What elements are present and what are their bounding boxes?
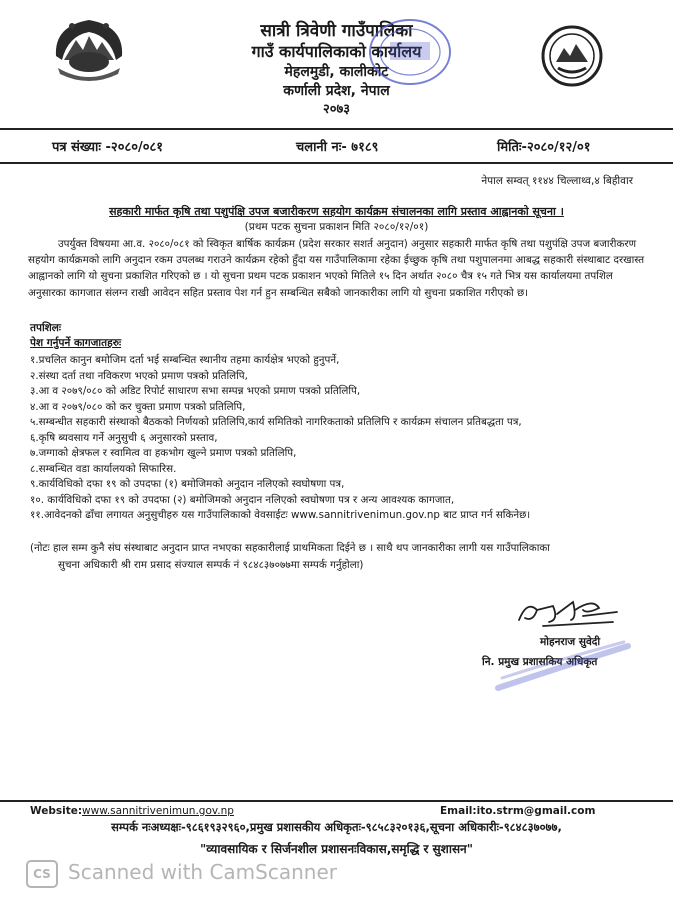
official-stamp-bottom (488, 640, 638, 696)
list-item: ८.सम्बन्धित वडा कार्यालयको सिफारिस. (30, 462, 177, 475)
notice-subtitle: (प्रथम पटक सुचना प्रकाशन मिति २०८०/१२/०१) (244, 221, 429, 233)
documents-heading: पेश गर्नुपर्ने कागजातहरुः (30, 337, 122, 349)
details-heading: तपशिलः (30, 322, 62, 334)
notice-title: सहकारी मार्फत कृषि तथा पशुपंक्षि उपज बजारीकरण सहयोग कार्यक्रम संचालनका लागि प्रस्ताव आह्वानको सूचना । (109, 205, 564, 218)
nepal-samvat-date: नेपाल सम्वत् ११४४ चिल्लाथ्व,४ बिहीवार (481, 175, 633, 187)
list-item: १.प्रचलित कानुन बमोजिम दर्ता भई सम्बन्धित स्थानीय तहमा कार्यक्षेत्र भएको हुनुपर्ने, (30, 354, 340, 366)
list-item: ५.सम्बन्धीत सहकारी संस्थाको बैठकको निर्णयको प्रतिलिपि,कार्य समितिको नागरिकताको प्रतिलिपि र कार्यक्रम संचालन प्रतिबद्धता पत्र, (30, 416, 522, 428)
list-item: ९.कार्यविधिको दफा १९ को उपदफा (१) बमोजिमको अनुदान नलिएको स्वघोषणा पत्र, (30, 478, 345, 490)
footer-website (30, 805, 234, 817)
footer-email: Email:ito.strm@gmail.com (440, 805, 596, 817)
header-rule-top (0, 128, 673, 130)
list-item: १०. कार्यविधिको दफा १९ को उपदफा (२) बमोजिमको अनुदान नलिएको स्वघोषणा पत्र र अन्य आवश्यक कागजात, (30, 493, 455, 506)
documents-list (30, 353, 650, 524)
established-year: २०७३ (322, 102, 351, 117)
signature (513, 596, 623, 630)
list-item: ११.आवेदनको ढाँचा लगायत अनुसुचीहरु यस गाउँपालिकाको वेवसाईटः www.sannitrivenimun.gov.np बाट प्राप्त गर्न सकिनेछ। (30, 509, 531, 521)
list-item: ३.आ व २०७९/०८० को अडिट रिपोर्ट साधारण सभा सम्पन्न भएको प्रमाण पत्रको प्रतिलिपि, (30, 385, 361, 397)
camscanner-logo-icon: CS (26, 860, 58, 888)
list-item: ६.कृषि ब्यवसाय गर्ने अनुसुची ६ अनुसारको प्रस्ताव, (30, 431, 218, 444)
office-stamp-top (360, 12, 460, 92)
note-line-2: सुचना अधिकारी श्री राम प्रसाद संज्याल सम्पर्क नं ९८४८३७०७७मा सम्पर्क गर्नुहोला) (58, 559, 364, 571)
signer-name: मोहनराज सुवेदी (540, 636, 601, 648)
dispatch-number: चलानी नः- ७१८९ (296, 140, 379, 155)
office-name: गाउँ कार्यपालिकाको कार्यालय (251, 42, 422, 61)
letter-date: मितिः-२०८०/१२/०१ (497, 140, 591, 155)
reference-row (0, 137, 673, 157)
province: कर्णाली प्रदेश, नेपाल (283, 83, 390, 99)
list-item: ७.जग्गाको क्षेत्रफल र स्वामित्व वा हकभोग खुल्ने प्रमाण पत्रको प्रतिलिपि, (30, 447, 297, 459)
footer-rule (0, 800, 673, 802)
letter-number: पत्र संख्याः -२०८०/०८१ (52, 140, 164, 155)
website-link[interactable]: www.sannitrivenimun.gov.np (82, 805, 234, 817)
website-label: Website: (30, 805, 83, 817)
signer-title: नि. प्रमुख प्रशासकिय अधिकृत (482, 656, 598, 668)
note (30, 540, 650, 574)
notice-body: उपर्युक्त विषयमा आ.व. २०८०/०८१ को स्विकृत बार्षिक कार्यक्रम (प्रदेश सरकार सशर्त अनुदान) अनुसार सहकारी मार्फत कृषि तथा पशुपंक्षि उपज बजारीकरण सहयोग कार्यक्रमको लागि अनुदान रकम उपलब्ध गराउने कार्यक्रम रहेको हुँदा यस गाउँपालिकामा रहेका ईच्छुक कृषि तथा पशुपालनमा आबद्ध सहकारी संस्थाबाट दरखास्त आह्वानको लागि यो सुचना प्रकाशित गरिएको छ । यो सुचना प्रथम पटक प्रकाशन भएको मितिले १५ दिन अर्थात २०८० चैत्र १५ गते भित्र यस कार्यालयमा तपशिल अनुसारका कागजात संलग्न राखी आवेदन सहित प्रस्ताव पेश गर्न हुन सम्बन्धित सबैको जानकारीका लागि यो सुचना प्रकाशित गरीएको छ। (28, 238, 645, 299)
note-line-1: (नोटः हाल सम्म कुनै संघ संस्थाबाट अनुदान प्राप्त नभएका सहकारीलाई प्राथमिकता दिईने छ । साथै थप जानकारीका लागी यस गाउँपालिकाका (30, 542, 550, 554)
footer-slogan: "व्यावसायिक र सिर्जनशील प्रशासनःविकास,समृद्धि र सुशासन" (200, 842, 473, 856)
header-rule-bottom (0, 162, 673, 164)
list-item: २.संस्था दर्ता तथा नविकरण भएको प्रमाण पत्रको प्रतिलिपि, (30, 369, 248, 382)
camscanner-text: Scanned with CamScanner (68, 860, 337, 884)
footer-contact: सम्पर्क नःअध्यक्षः-९८६१९३२९६०,प्रमुख प्रशासकीय अधिकृतः-९८५८३२०१३६,सूचना अधिकारीः-९८४८३७०७७, (111, 820, 562, 834)
list-item: ४.आ व २०७९/०८० को कर चुक्ता प्रमाण पत्रको प्रतिलिपि, (30, 400, 246, 413)
address: मेहलमुडी, कालीकोट (284, 64, 389, 80)
org-name: सात्री त्रिवेणी गाउँपालिका (260, 21, 413, 41)
